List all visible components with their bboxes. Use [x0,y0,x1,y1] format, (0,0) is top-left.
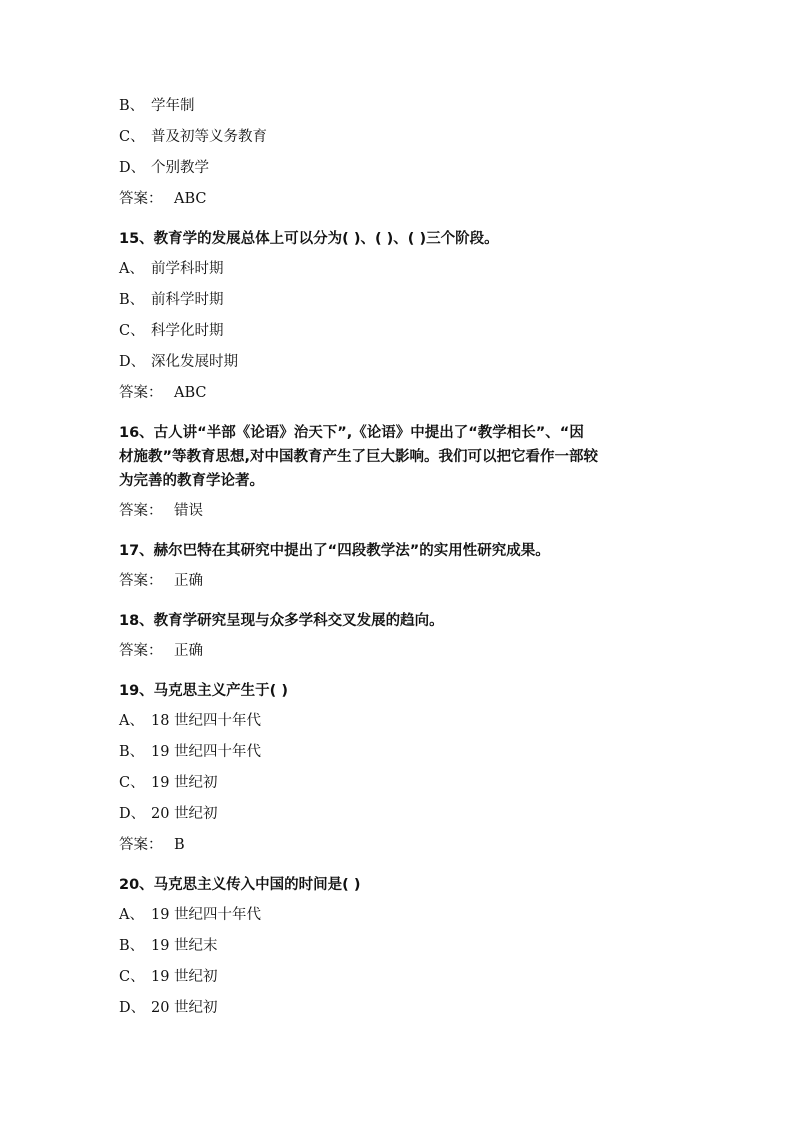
document-page [119,96,679,1029]
option-text: 19 世纪四十年代 [151,907,262,923]
answer-row [119,189,679,210]
answer-value: B [174,837,185,853]
question-text: 19、马克思主义产生于( ) [119,683,288,699]
option-text: 前科学时期 [151,292,224,308]
option-row: C、 普及初等义务教育 [119,129,267,145]
option-row: D、 个别教学 [119,160,209,176]
option-row: D、 20 世纪初 [119,1000,218,1016]
question-block [119,421,679,522]
option-row: D、 20 世纪初 [119,806,218,822]
question-block [119,873,679,1019]
option-row: D、 深化发展时期 [119,354,238,370]
answer-value: ABC [174,385,207,401]
question-text: 15、教育学的发展总体上可以分为( )、( )、( )三个阶段。 [119,231,499,247]
option-text: 前学科时期 [151,261,224,277]
answer-row [119,501,679,522]
option-text: 学年制 [151,98,195,114]
answer-label: 答案： [119,837,163,853]
option-text: 20 世纪初 [151,806,218,822]
question-block [119,679,679,856]
question-block [119,609,679,662]
option-row: A、 19 世纪四十年代 [119,907,262,923]
answer-value: 正确 [174,573,203,589]
question-text: 17、赫尔巴特在其研究中提出了“四段教学法”的实用性研究成果。 [119,543,550,559]
answer-label: 答案： [119,573,163,589]
answer-value: 错误 [174,503,203,519]
option-text: 科学化时期 [151,323,224,339]
answer-row [119,383,679,404]
answer-label: 答案： [119,191,163,207]
answer-value: ABC [174,191,207,207]
option-text: 20 世纪初 [151,1000,218,1016]
answer-row [119,641,679,662]
question-block [119,539,679,592]
option-row: B、 19 世纪四十年代 [119,744,262,760]
answer-value: 正确 [174,643,203,659]
option-row: A、 前学科时期 [119,261,224,277]
question-text: 16、古人讲“半部《论语》治天下”,《论语》中提出了“教学相长”、“因 材施教”等教育思想,对中国教育产生了巨大影响。我们可以把它看作一部较 为完善的教育学论著。 [119,425,599,489]
option-row: B、 前科学时期 [119,292,224,308]
question-block [119,227,679,404]
option-text: 普及初等义务教育 [151,129,267,145]
option-text: 个别教学 [151,160,209,176]
option-row: A、 18 世纪四十年代 [119,713,262,729]
question-text: 18、教育学研究呈现与众多学科交叉发展的趋向。 [119,613,444,629]
answer-row [119,835,679,856]
option-text: 19 世纪末 [151,938,218,954]
option-row: C、 科学化时期 [119,323,224,339]
option-text: 19 世纪初 [151,775,218,791]
answer-label: 答案： [119,385,163,401]
question-text: 20、马克思主义传入中国的时间是( ) [119,877,361,893]
option-text: 19 世纪初 [151,969,218,985]
option-text: 18 世纪四十年代 [151,713,262,729]
option-text: 19 世纪四十年代 [151,744,262,760]
option-row: B、 19 世纪末 [119,938,218,954]
option-row: B、 学年制 [119,98,195,114]
option-row: C、 19 世纪初 [119,775,218,791]
answer-label: 答案： [119,503,163,519]
option-text: 深化发展时期 [151,354,238,370]
answer-label: 答案： [119,643,163,659]
question-block [119,96,679,210]
option-row: C、 19 世纪初 [119,969,218,985]
answer-row [119,571,679,592]
